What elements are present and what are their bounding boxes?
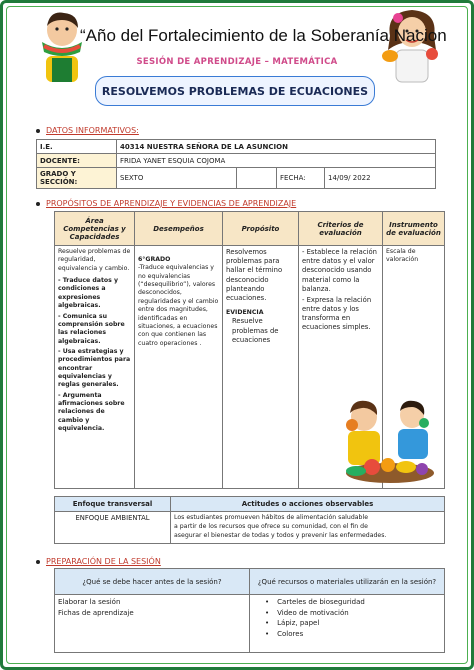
preparacion-heading-label: PREPARACIÓN DE LA SESIÓN bbox=[46, 557, 161, 566]
actitudes-cell bbox=[171, 512, 445, 544]
actitud-line: Los estudiantes promueven hábitos de alimentación saludable bbox=[174, 514, 368, 521]
list-item: - Usa estrategias y procedimientos para encontrar equivalencias y reglas generales. bbox=[58, 347, 131, 389]
list-item: - Traduce datos y condiciones a expresiones algebraicas. bbox=[58, 277, 119, 310]
list-item: • Colores bbox=[265, 629, 441, 640]
fecha-label: FECHA: bbox=[277, 168, 325, 189]
grado-label: GRADO Y SECCIÓN: bbox=[37, 168, 117, 189]
capacidades-list bbox=[58, 277, 131, 433]
evidencia-text: Resuelve problemas de ecuaciones bbox=[232, 317, 279, 344]
enfoque-table bbox=[54, 496, 445, 544]
list-item: Fichas de aprendizaje bbox=[58, 608, 134, 617]
grado-text: 6°GRADO bbox=[138, 256, 171, 263]
proposito-text: Resolvemos problemas para hallar el término desconocido planteando ecuaciones. bbox=[226, 248, 283, 302]
antes-header: ¿Qué se debe hacer antes de la sesión? bbox=[55, 569, 250, 595]
list-item: - Comunica su comprensión sobre las relaciones algebraicas. bbox=[58, 312, 125, 345]
actitudes-header: Actitudes o acciones observables bbox=[171, 497, 445, 512]
header-instrumento: Instrumento de evaluación bbox=[383, 212, 445, 246]
fecha-value: 14/09/ 2022 bbox=[325, 168, 436, 189]
datos-heading-label: DATOS INFORMATIVOS: bbox=[46, 126, 139, 135]
competencia-text: Resuelve problemas de regularidad, equivalencia y cambio. bbox=[58, 248, 131, 272]
docente-label: DOCENTE: bbox=[37, 154, 117, 168]
list-item: • Video de motivación bbox=[265, 608, 441, 619]
recursos-header: ¿Qué recursos o materiales utilizarán en la sesión? bbox=[250, 569, 445, 595]
enfoque-header: Enfoque transversal bbox=[55, 497, 171, 512]
list-item: • Carteles de bioseguridad bbox=[265, 597, 441, 608]
header-desempenos: Desempeños bbox=[135, 212, 223, 246]
propositos-heading-label: PROPÓSITOS DE APRENDIZAJE Y EVIDENCIAS DE APRENDIZAJE bbox=[46, 199, 297, 208]
list-item: • Lápiz, papel bbox=[265, 618, 441, 629]
proposito-cell bbox=[223, 246, 299, 489]
list-item: - Argumenta afirmaciones sobre relaciones de cambio y equivalencia. bbox=[58, 391, 125, 433]
lesson-title: RESOLVEMOS PROBLEMAS DE ECUACIONES bbox=[95, 76, 375, 106]
list-item: - Establece la relación entre datos y el valor desconocido usando material como la balanza. bbox=[302, 248, 377, 293]
session-subtitle: SESIÓN DE APRENDIZAJE – MATEMÁTICA bbox=[136, 57, 338, 67]
girl-eating-fruit-illustration bbox=[376, 6, 448, 86]
preparacion-table bbox=[54, 568, 445, 653]
preparacion-heading bbox=[36, 557, 161, 566]
children-with-fruits-illustration bbox=[330, 395, 440, 485]
grado-value: SEXTO bbox=[117, 168, 237, 189]
header-area: Área Competencias y Capacidades bbox=[55, 212, 135, 246]
datos-heading bbox=[36, 126, 139, 135]
actitud-line: asegurar el bienestar de todas y todos y prevenir las enfermedades. bbox=[174, 531, 387, 539]
actitud-line: a partir de los recursos que ofrece su comunidad, con el fin de bbox=[174, 522, 368, 530]
list-item: - Expresa la relación entre datos y los transforma en ecuaciones simples. bbox=[302, 295, 372, 332]
instrumento-text: Escala de valoración bbox=[386, 248, 419, 264]
competencia-cell bbox=[55, 246, 135, 489]
recursos-list bbox=[253, 597, 441, 639]
bullet-icon bbox=[36, 202, 40, 206]
enfoque-name: ENFOQUE AMBIENTAL bbox=[55, 512, 171, 544]
list-item: Elaborar la sesión bbox=[58, 598, 121, 606]
ie-label: I.E. bbox=[37, 140, 117, 154]
antes-cell bbox=[55, 595, 250, 653]
datos-table bbox=[36, 139, 436, 189]
bullet-icon bbox=[36, 560, 40, 564]
year-title: “Año del Fortalecimiento de la Soberanía Nacion bbox=[80, 26, 447, 45]
bullet-icon bbox=[36, 129, 40, 133]
evidencia-label: EVIDENCIA bbox=[226, 309, 264, 317]
criterios-list bbox=[302, 248, 379, 333]
recursos-cell bbox=[250, 595, 445, 653]
header-proposito: Propósito bbox=[223, 212, 299, 246]
desempenos-cell bbox=[135, 246, 223, 489]
docente-value: FRIDA YANET ESQUIA COJOMA bbox=[117, 154, 436, 168]
spacer-cell bbox=[237, 168, 277, 189]
propositos-heading bbox=[36, 199, 296, 208]
boy-eating-watermelon-illustration bbox=[28, 8, 98, 86]
desempeno-text: -Traduce equivalencias y no equivalencias (“desequilibrio”), valores desconocidos, regularidades y el cambio entre dos magnitudes, identificadas en situaciones, a ecuaciones con que contienen las cuatro operaciones . bbox=[138, 264, 219, 347]
header-criterios: Criterios de evaluación bbox=[299, 212, 383, 246]
ie-value: 40314 NUESTRA SEÑORA DE LA ASUNCION bbox=[117, 140, 436, 154]
